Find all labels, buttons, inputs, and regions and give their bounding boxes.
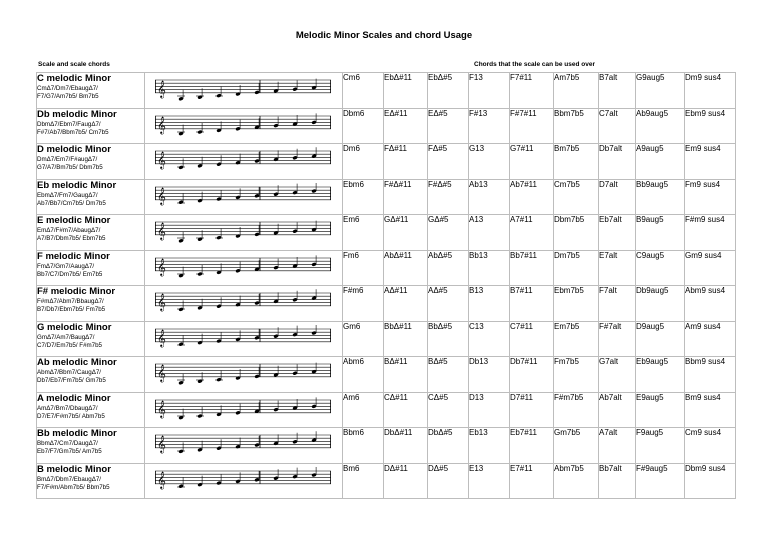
chord-cell: Abm9 sus4: [685, 286, 736, 322]
scale-staff-notation: [155, 325, 333, 353]
chord-cell: G7alt: [599, 357, 636, 393]
chord-cell: Bm7b5: [554, 144, 599, 180]
chord-cell: Gm6: [343, 321, 384, 357]
chord-cell: F13: [469, 73, 510, 109]
scale-name-cell: [37, 428, 145, 464]
chord-cell: BbΔ#5: [428, 321, 469, 357]
chord-cell: A13: [469, 215, 510, 251]
chord-cell: Am6: [343, 392, 384, 428]
table-row: [37, 428, 736, 464]
scale-name: E melodic Minor: [37, 215, 111, 226]
chord-cell: Ebm7b5: [554, 286, 599, 322]
chord-cell: Bm6: [343, 463, 384, 499]
treble-clef-icon: 𝄞: [157, 399, 166, 418]
treble-clef-icon: 𝄞: [157, 150, 166, 169]
scale-name-cell: [37, 357, 145, 393]
chord-cell: CΔ#11: [384, 392, 428, 428]
chord-cell: Em9 sus4: [685, 144, 736, 180]
scale-name: F# melodic Minor: [37, 286, 116, 297]
scale-notation-cell: [145, 108, 343, 144]
scale-notation-cell: [145, 179, 343, 215]
table-row: [37, 463, 736, 499]
scale-staff-notation: [155, 431, 333, 459]
scale-chords: [37, 405, 144, 421]
chord-cell: Bb7alt: [599, 463, 636, 499]
scale-chords-line: GmΔ7/Am7/BaugΔ7/: [37, 333, 95, 341]
chord-cell: F#Δ#5: [428, 179, 469, 215]
scale-chords: [37, 369, 144, 385]
chord-cell: GΔ#5: [428, 215, 469, 251]
chord-cell: BΔ#5: [428, 357, 469, 393]
scale-chords-line: DbmΔ7/Ebm7/FaugΔ7/: [37, 120, 101, 128]
scale-notation-cell: [145, 215, 343, 251]
scale-notation-cell: [145, 428, 343, 464]
chord-cell: Ebm9 sus4: [685, 108, 736, 144]
chord-cell: DΔ#5: [428, 463, 469, 499]
chord-cell: Db13: [469, 357, 510, 393]
chord-cell: Bbm9 sus4: [685, 357, 736, 393]
scale-chords-line: AmΔ7/Bm7/DbaugΔ7/: [37, 404, 98, 412]
scale-chords-line: BbmΔ7/Cm7/DaugΔ7/: [37, 440, 98, 447]
chord-cell: AΔ#11: [384, 286, 428, 322]
scale-staff-notation: [155, 289, 333, 317]
table-row: [37, 321, 736, 357]
chords-column-header: Chords that the scale can be used over: [474, 61, 596, 68]
chord-cell: Cm6: [343, 73, 384, 109]
scale-chords: [37, 192, 144, 208]
scale-chords-line: Eb7/F7/Gm7b5/ Am7b5: [37, 448, 102, 455]
chord-cell: A7#11: [510, 215, 554, 251]
chord-cell: C7#11: [510, 321, 554, 357]
chord-cell: Cm7b5: [554, 179, 599, 215]
chord-cell: B9aug5: [636, 215, 685, 251]
scale-name-cell: [37, 108, 145, 144]
chord-cell: Bbm7b5: [554, 108, 599, 144]
scale-name: Ab melodic Minor: [37, 357, 117, 368]
chord-cell: Ab7alt: [599, 392, 636, 428]
chord-cell: Dbm6: [343, 108, 384, 144]
chord-cell: B13: [469, 286, 510, 322]
chord-cell: A9aug5: [636, 144, 685, 180]
scale-staff-notation: [155, 467, 333, 495]
scale-staff-notation: [155, 183, 333, 211]
chord-cell: C13: [469, 321, 510, 357]
chord-cell: G13: [469, 144, 510, 180]
scale-chords: [37, 334, 144, 350]
scale-name-cell: [37, 215, 145, 251]
scale-chords: [37, 156, 144, 172]
scale-notation-cell: [145, 144, 343, 180]
treble-clef-icon: 𝄞: [157, 186, 166, 205]
chord-cell: AbΔ#5: [428, 250, 469, 286]
chord-cell: Bb7#11: [510, 250, 554, 286]
scale-name: A melodic Minor: [37, 392, 111, 404]
chord-cell: Db7alt: [599, 144, 636, 180]
scale-name: Db melodic Minor: [37, 108, 117, 120]
chord-cell: Eb9aug5: [636, 357, 685, 393]
chord-cell: DbΔ#5: [428, 428, 469, 464]
scale-chords-line: DmΔ7/Em7/F#augΔ7/: [37, 156, 98, 163]
scale-chords-line: A7/B7/Dbm7b5/ Ebm7b5: [37, 235, 106, 242]
scale-chords: [37, 263, 144, 279]
chord-cell: CΔ#5: [428, 392, 469, 428]
chord-cell: G7#11: [510, 144, 554, 180]
scale-chords-line: F7/F#m/Abm7b5/ Bbm7b5: [37, 483, 110, 491]
chord-cell: Fm6: [343, 250, 384, 286]
chord-cell: F7#11: [510, 73, 554, 109]
chord-cell: D7#11: [510, 392, 554, 428]
page-title: Melodic Minor Scales and chord Usage: [295, 30, 473, 41]
chord-cell: Em7b5: [554, 321, 599, 357]
scale-notation-cell: [145, 357, 343, 393]
scale-name: C melodic Minor: [37, 73, 111, 84]
scale-name-cell: [37, 250, 145, 286]
chord-cell: Db9aug5: [636, 286, 685, 322]
chord-cell: AbΔ#11: [384, 250, 428, 286]
scale-chords: [37, 85, 144, 101]
scale-name: D melodic Minor: [37, 144, 111, 155]
chord-cell: Db7#11: [510, 357, 554, 393]
scale-staff-notation: [155, 360, 333, 388]
chord-cell: F#m9 sus4: [685, 215, 736, 251]
chord-cell: Dm9 sus4: [685, 73, 736, 109]
chord-cell: FΔ#5: [428, 144, 469, 180]
scale-notation-cell: [145, 463, 343, 499]
scale-chords: [37, 121, 144, 137]
chord-cell: E9aug5: [636, 392, 685, 428]
scale-notation-cell: [145, 286, 343, 322]
scale-column-header: Scale and scale chords: [38, 61, 110, 68]
scale-chord-table: [36, 72, 736, 499]
chord-cell: F#7#11: [510, 108, 554, 144]
chord-cell: Dm6: [343, 144, 384, 180]
scale-name: F melodic Minor: [37, 250, 110, 262]
scale-notation-cell: [145, 250, 343, 286]
treble-clef-icon: 𝄞: [157, 470, 166, 489]
treble-clef-icon: 𝄞: [157, 257, 166, 276]
scale-chords-line: EbmΔ7/Fm7/GaugΔ7/: [37, 191, 98, 199]
table-row: [37, 250, 736, 286]
scale-staff-notation: [155, 254, 333, 282]
chord-cell: F#Δ#11: [384, 179, 428, 215]
treble-clef-icon: 𝄞: [157, 292, 166, 311]
scale-chords-line: CmΔ7/Dm7/EbaugΔ7/: [37, 85, 98, 92]
scale-name: Eb melodic Minor: [37, 179, 117, 191]
chord-cell: Fm7b5: [554, 357, 599, 393]
table-row: [37, 73, 736, 109]
scale-chords: [37, 227, 144, 243]
chord-cell: Cm9 sus4: [685, 428, 736, 464]
chord-cell: B7alt: [599, 73, 636, 109]
chord-cell: Eb13: [469, 428, 510, 464]
table-row: [37, 144, 736, 180]
chord-cell: EΔ#11: [384, 108, 428, 144]
chord-cell: Ab13: [469, 179, 510, 215]
treble-clef-icon: 𝄞: [157, 115, 166, 134]
chord-cell: Eb7alt: [599, 215, 636, 251]
scale-name-cell: [37, 179, 145, 215]
scale-notation-cell: [145, 73, 343, 109]
table-row: [37, 286, 736, 322]
scale-chords-line: G7/A7/Bm7b5/ Dbm7b5: [37, 164, 103, 171]
scale-name-cell: [37, 73, 145, 109]
chord-cell: Dm7b5: [554, 250, 599, 286]
chord-cell: Bm9 sus4: [685, 392, 736, 428]
chord-cell: E7alt: [599, 250, 636, 286]
chord-cell: BbΔ#11: [384, 321, 428, 357]
chord-cell: D7alt: [599, 179, 636, 215]
scale-name-cell: [37, 144, 145, 180]
chord-cell: F7alt: [599, 286, 636, 322]
chord-cell: F#9aug5: [636, 463, 685, 499]
scale-chords: [37, 476, 144, 492]
scale-staff-notation: [155, 396, 333, 424]
table-row: [37, 357, 736, 393]
chord-cell: G9aug5: [636, 73, 685, 109]
scale-chords-line: F#7/Ab7/Bbm7b5/ Cm7b5: [37, 128, 109, 136]
chord-cell: C7alt: [599, 108, 636, 144]
scale-name: Bb melodic Minor: [37, 428, 117, 439]
scale-chords-line: D7/E7/F#m7b5/ Abm7b5: [37, 412, 105, 420]
chord-cell: Fm9 sus4: [685, 179, 736, 215]
treble-clef-icon: 𝄞: [157, 363, 166, 382]
scale-chords-line: F7/G7/Am7b5/ Bm7b5: [37, 93, 99, 100]
chord-cell: Dbm7b5: [554, 215, 599, 251]
chord-cell: Gm7b5: [554, 428, 599, 464]
table-row: [37, 215, 736, 251]
scale-chords-line: FmΔ7/Gm7/AaugΔ7/: [37, 262, 95, 270]
chord-cell: F9aug5: [636, 428, 685, 464]
scale-chords-line: Db7/Eb7/Fm7b5/ Gm7b5: [37, 377, 106, 384]
chord-cell: Bb13: [469, 250, 510, 286]
scale-chords-line: Bb7/C7/Dm7b5/ Em7b5: [37, 270, 103, 278]
scale-chords-line: EmΔ7/F#m7/AbaugΔ7/: [37, 227, 101, 234]
chord-cell: Dbm9 sus4: [685, 463, 736, 499]
chord-cell: BΔ#11: [384, 357, 428, 393]
scale-chords-line: Ab7/Bb7/Cm7b5/ Dm7b5: [37, 199, 106, 207]
chord-cell: B7#11: [510, 286, 554, 322]
scale-notation-cell: [145, 321, 343, 357]
chord-cell: E13: [469, 463, 510, 499]
chord-cell: EbΔ#5: [428, 73, 469, 109]
scale-staff-notation: [155, 76, 333, 104]
chord-cell: Am7b5: [554, 73, 599, 109]
chord-cell: E7#11: [510, 463, 554, 499]
chord-cell: Ebm6: [343, 179, 384, 215]
scale-name-cell: [37, 286, 145, 322]
treble-clef-icon: 𝄞: [157, 79, 166, 98]
chord-cell: GΔ#11: [384, 215, 428, 251]
scale-chords-line: AbmΔ7/Bbm7/CaugΔ7/: [37, 369, 101, 376]
chord-cell: FΔ#11: [384, 144, 428, 180]
chord-cell: AΔ#5: [428, 286, 469, 322]
chord-cell: F#m6: [343, 286, 384, 322]
scale-chords-line: B7/Db7/Ebm7b5/ Fm7b5: [37, 306, 106, 313]
scale-name-cell: [37, 463, 145, 499]
chord-cell: Ab7#11: [510, 179, 554, 215]
chord-cell: Abm7b5: [554, 463, 599, 499]
chord-cell: Eb7#11: [510, 428, 554, 464]
chord-cell: Ab9aug5: [636, 108, 685, 144]
chord-cell: Abm6: [343, 357, 384, 393]
scale-chords: [37, 298, 144, 314]
treble-clef-icon: 𝄞: [157, 221, 166, 240]
scale-chords-line: BmΔ7/Dbm7/EbaugΔ7/: [37, 475, 101, 483]
chord-cell: F#m7b5: [554, 392, 599, 428]
table-row: [37, 179, 736, 215]
chord-cell: Bb9aug5: [636, 179, 685, 215]
chord-cell: C9aug5: [636, 250, 685, 286]
chord-cell: F#13: [469, 108, 510, 144]
treble-clef-icon: 𝄞: [157, 328, 166, 347]
chord-cell: D13: [469, 392, 510, 428]
scale-notation-cell: [145, 392, 343, 428]
chord-cell: Em6: [343, 215, 384, 251]
table-row: [37, 392, 736, 428]
chord-cell: D9aug5: [636, 321, 685, 357]
scale-name: B melodic Minor: [37, 463, 111, 475]
chord-cell: Am9 sus4: [685, 321, 736, 357]
chord-cell: DΔ#11: [384, 463, 428, 499]
scale-name-cell: [37, 392, 145, 428]
chord-cell: EΔ#5: [428, 108, 469, 144]
scale-staff-notation: [155, 147, 333, 175]
scale-staff-notation: [155, 218, 333, 246]
chord-cell: DbΔ#11: [384, 428, 428, 464]
scale-chords-line: F#mΔ7/Abm7/BbaugΔ7/: [37, 298, 104, 305]
chord-cell: Gm9 sus4: [685, 250, 736, 286]
scale-chords-line: C7/D7/Em7b5/ F#m7b5: [37, 341, 102, 349]
chord-cell: A7alt: [599, 428, 636, 464]
chord-cell: EbΔ#11: [384, 73, 428, 109]
scale-chords: [37, 440, 144, 456]
scale-name-cell: [37, 321, 145, 357]
treble-clef-icon: 𝄞: [157, 434, 166, 453]
chord-cell: F#7alt: [599, 321, 636, 357]
chord-cell: Bbm6: [343, 428, 384, 464]
table-row: [37, 108, 736, 144]
scale-staff-notation: [155, 112, 333, 140]
scale-name: G melodic Minor: [37, 321, 112, 333]
